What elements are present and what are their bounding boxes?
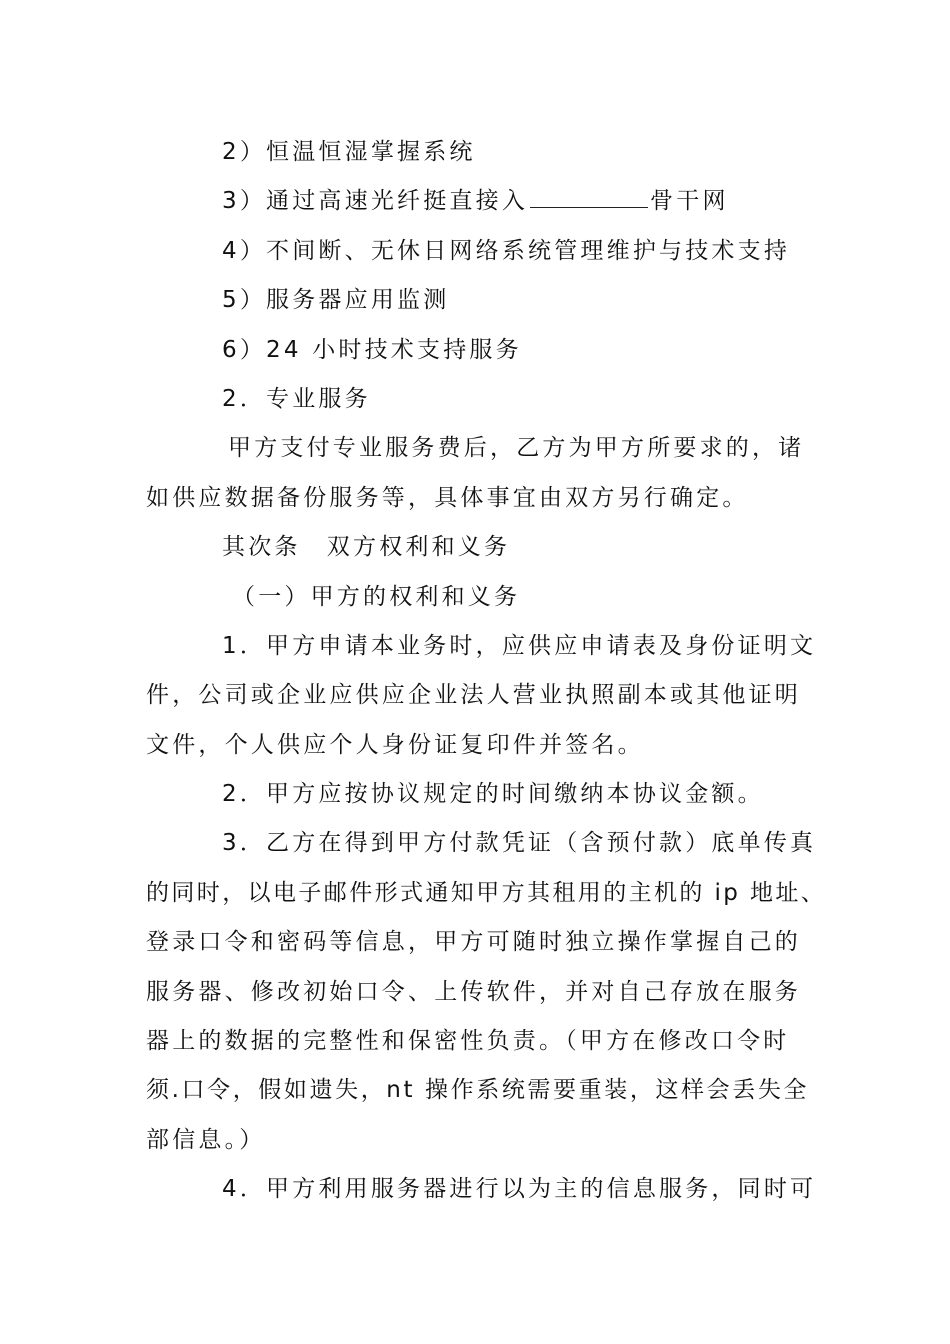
paragraph-line: 部信息。） (146, 1126, 266, 1153)
list-item-6: 6）24 小时技术支持服务 (222, 336, 522, 363)
paragraph-line: 甲方支付专业服务费后，乙方为甲方所要求的，诸 (228, 435, 805, 462)
article-heading: 其次条 双方权利和义务 (222, 534, 511, 561)
list-item-3 (146, 177, 808, 226)
paragraph-line: 4．甲方利用服务器进行以为主的信息服务，同时可 (222, 1176, 817, 1203)
list-item-4: 4）不间断、无休日网络系统管理维护与技术支持 (222, 237, 791, 264)
document-body (146, 128, 827, 1215)
paragraph-line: 服务器、修改初始口令、上传软件，并对自己存放在服务 (146, 978, 801, 1005)
paragraph-line: 件，公司或企业应供应企业法人营业执照副本或其他证明 (146, 682, 801, 709)
paragraph-line: 文件，个人供应个人身份证复印件并签名。 (146, 731, 644, 758)
paragraph-line: 登录口令和密码等信息，甲方可随时独立操作掌握自己的 (146, 929, 801, 956)
fill-in-blank (530, 187, 648, 208)
list-item-2: 2）恒温恒湿掌握系统 (222, 139, 476, 165)
paragraph-line: 如供应数据备份服务等，具体事宜由双方另行确定。 (146, 484, 749, 511)
paragraph-line: 2．甲方应按协议规定的时间缴纳本协议金额。 (222, 781, 764, 808)
paragraph-line: 须.口令，假如遗失，nt 操作系统需要重装，这样会丢失全 (146, 1077, 810, 1104)
subsection-heading: （一）甲方的权利和义务 (232, 583, 521, 610)
list-item-3-suffix: 骨干网 (650, 188, 729, 215)
paragraph-line: 器上的数据的完整性和保密性负责。（甲方在修改口令时 (146, 1028, 790, 1055)
list-item-5: 5）服务器应用监测 (222, 287, 450, 314)
list-item-3-text: 3）通过高速光纤挺直接入 (222, 188, 529, 215)
paragraph-line: 1．甲方申请本业务时，应供应申请表及身份证明文 (222, 632, 817, 659)
paragraph-line: 的同时，以电子邮件形式通知甲方其租用的主机的 ip 地址、 (146, 879, 827, 906)
paragraph-line: 3．乙方在得到甲方付款凭证（含预付款）底单传真 (222, 830, 817, 857)
section-heading-professional-service: 2．专业服务 (222, 385, 371, 412)
